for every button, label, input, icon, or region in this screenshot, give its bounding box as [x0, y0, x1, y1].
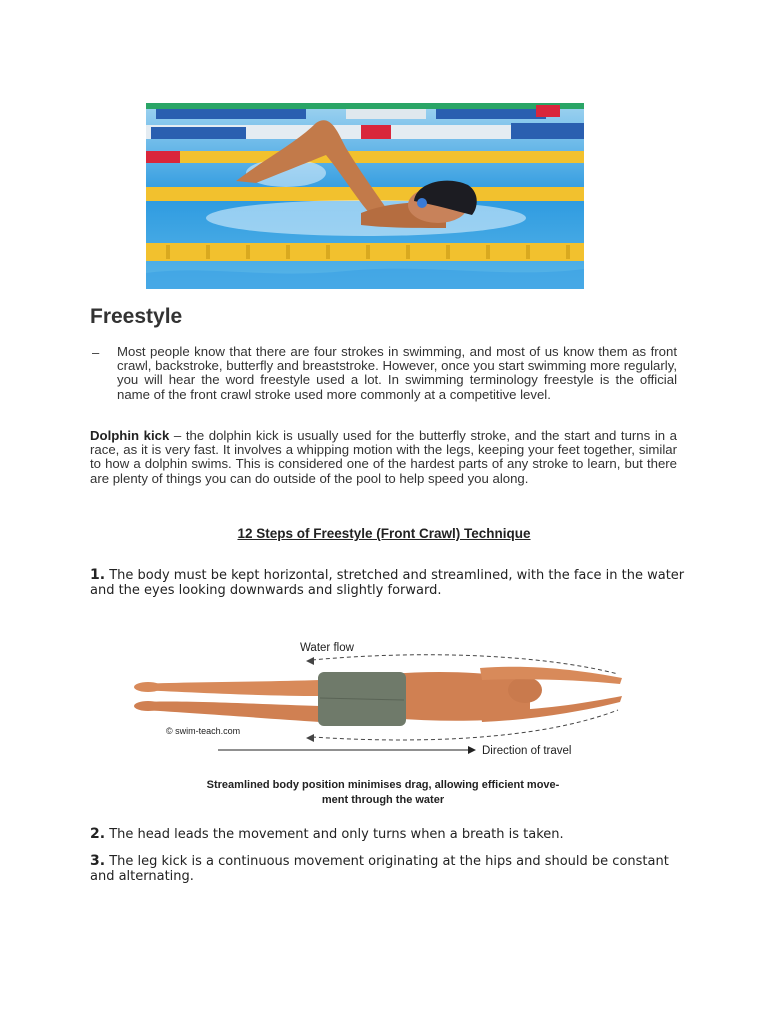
direction-label: Direction of travel — [482, 745, 572, 757]
step-text: The leg kick is a continuous movement originating at the hips and should be constant and alternating. — [90, 854, 669, 884]
step-text: The body must be kept horizontal, stretched and streamlined, with the face in the water and the eyes looking downwards and slightly forward. — [90, 568, 685, 598]
copyright-label: © swim-teach.com — [166, 726, 241, 736]
step-1 — [90, 568, 690, 598]
step-number: 2. — [90, 826, 106, 842]
water-flow-label: Water flow — [300, 642, 354, 654]
step-number: 1. — [90, 567, 106, 583]
bullet-dash: – — [92, 345, 100, 360]
dolphin-kick-term: Dolphin kick — [90, 428, 170, 443]
step-text: The head leads the movement and only turns when a breath is taken. — [109, 827, 564, 842]
streamline-diagram — [120, 640, 647, 810]
step-3 — [90, 854, 690, 884]
diagram-caption-line2: ment through the water — [321, 794, 445, 806]
diagram-caption-line1: Streamlined body position minimises drag, allowing efficient move- — [206, 779, 560, 791]
swimmer-photo — [146, 103, 584, 289]
dolphin-kick-text: – the dolphin kick is usually used for the butterfly stroke, and the start and turns in a race, as it is very fast. It involves a whipping motion with the legs, keeping your feet together, similar to how a dolphin swims. This is considered one of the hardest parts of any stroke to learn, but there are plenty of things you can do outside of the pool to help speed you along. — [90, 428, 678, 486]
page-title: Freestyle — [90, 305, 183, 328]
step-2 — [90, 827, 690, 842]
dolphin-kick-paragraph — [90, 429, 677, 486]
intro-paragraph: Most people know that there are four strokes in swimming, and most of us know them as front crawl, backstroke, butterfly and breaststroke. However, once you start swimming more regularly, you will hear the word freestyle used a lot. In swimming terminology freestyle is the official name of the front crawl stroke used more commonly at a competitive level. — [117, 344, 677, 402]
steps-heading: 12 Steps of Freestyle (Front Crawl) Technique — [237, 526, 531, 541]
step-number: 3. — [90, 853, 106, 869]
